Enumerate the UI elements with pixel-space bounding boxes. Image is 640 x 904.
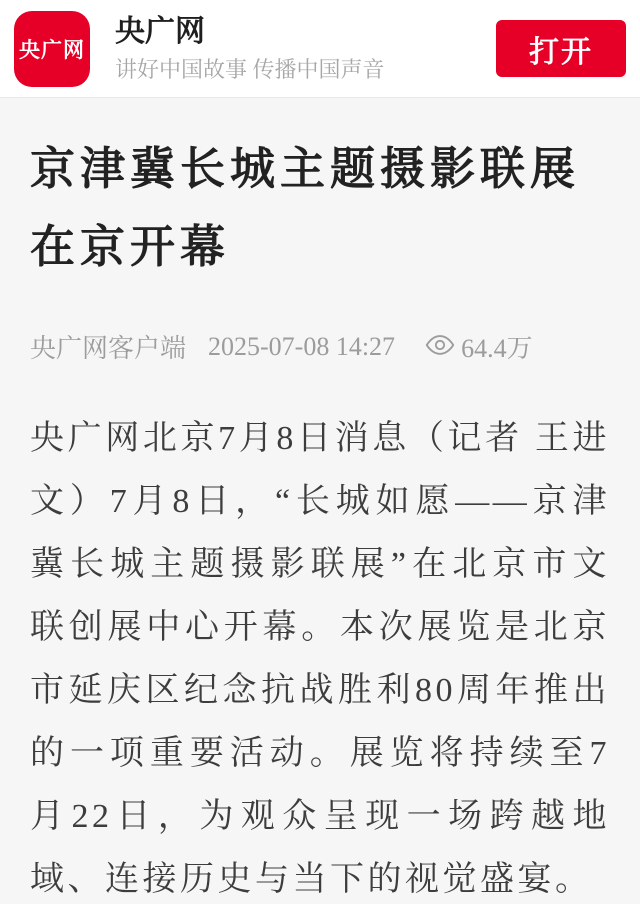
article-meta (30, 328, 610, 365)
app-tagline: 讲好中国故事 传播中国声音 (115, 57, 385, 82)
article-title: 京津冀长城主题摄影联展在京开幕 (30, 144, 581, 272)
eye-icon (425, 333, 455, 363)
view-count-value: 64.4万 (461, 334, 533, 363)
article-source: 央广网客户端 (30, 334, 187, 363)
app-title-block (115, 14, 496, 83)
open-app-button[interactable]: 打开 (496, 20, 626, 77)
view-count (425, 328, 533, 365)
article-body-paragraph: 央广网北京7月8日消息（记者 王进文）7月8日，“长城如愿——京津冀长城主题摄影联展”在北京市文联创展中心开幕。本次展览是北京市延庆区纪念抗战胜利80周年推出的一项重要活动。展览将持续至7月22日，为观众呈现一场跨越地域、连接历史与当下的视觉盛宴。 (30, 420, 610, 898)
article-timestamp: 2025-07-08 14:27 (208, 331, 396, 361)
app-banner (0, 0, 640, 98)
article-content (0, 130, 640, 904)
cnr-logo-text: 央广网 (19, 38, 85, 62)
app-name: 央广网 (115, 15, 205, 48)
cnr-app-logo[interactable] (14, 11, 90, 87)
